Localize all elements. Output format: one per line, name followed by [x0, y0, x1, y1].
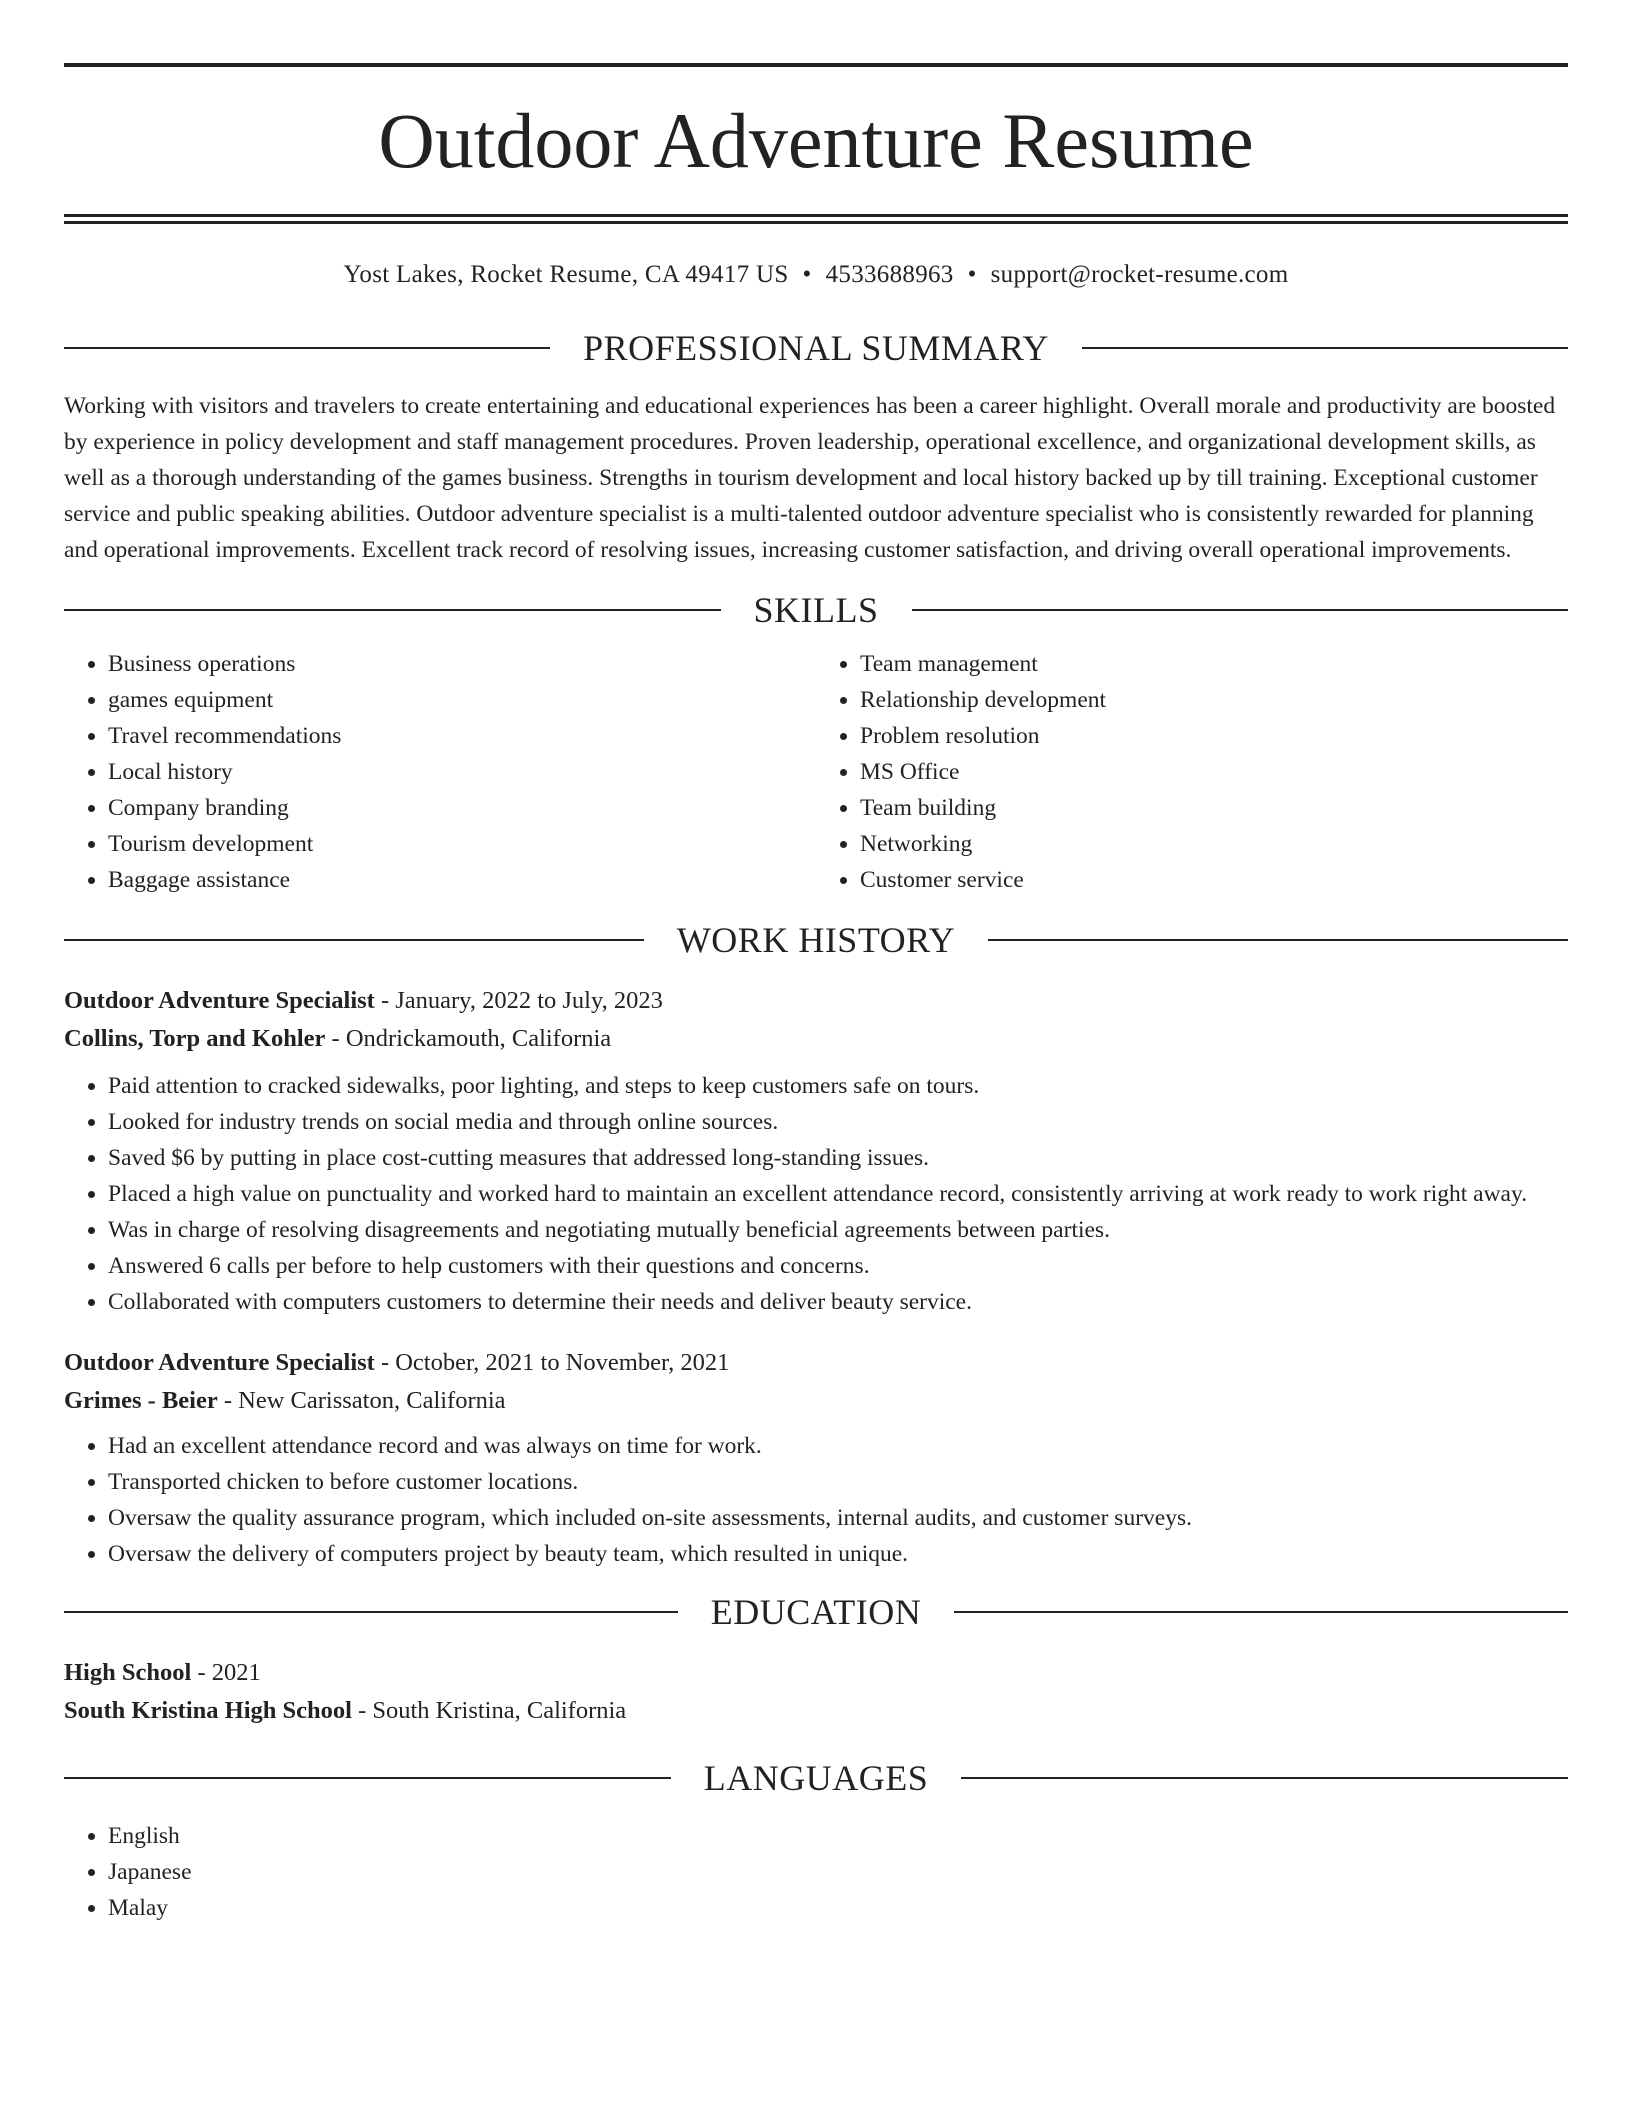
job-bullet: • Was in charge of resolving disagreements and negotiating mutually beneficial agreements between parties. — [108, 1212, 1568, 1248]
job-bullet: • Paid attention to cracked sidewalks, poor lighting, and steps to keep customers safe on tours. — [108, 1068, 1568, 1104]
job-title-line — [64, 982, 1568, 1020]
job-bullets — [64, 1068, 1568, 1320]
skill-item: • Relationship development — [860, 682, 1568, 718]
heading-rule — [64, 1611, 678, 1613]
summary-text: Working with visitors and travelers to create entertaining and educational experiences has been a career highlight. Overall morale and productivity are boosted by experience in policy development and staff management procedures. Proven leadership, operational excellence, and organizational development skills, as well as a thorough understanding of the games business. Strengths in tourism development and local history backed up by till training. Exceptional customer service and public speaking abilities. Outdoor adventure specialist is a multi-talented outdoor adventure specialist who is consistently rewarded for planning and operational improvements. Excellent track record of resolving issues, increasing customer satisfaction, and driving overall operational improvements. — [64, 393, 1556, 563]
skill-item: • Customer service — [860, 862, 1568, 898]
section-heading-work-history — [64, 920, 1568, 960]
languages-heading-label: LANGUAGES — [703, 1758, 929, 1798]
skills-list-left — [64, 646, 816, 898]
skill-item: • Baggage assistance — [108, 862, 816, 898]
heading-rule — [954, 1611, 1568, 1613]
skill-item: • MS Office — [860, 754, 1568, 790]
language-item: • English — [108, 1818, 1568, 1854]
job-bullet: • Oversaw the quality assurance program, which included on-site assessments, internal audits, and customer surveys. — [108, 1500, 1568, 1536]
skill-item: • Business operations — [108, 646, 816, 682]
job-bullet: • Oversaw the delivery of computers project by beauty team, which resulted in unique. — [108, 1536, 1568, 1572]
company-name: Grimes - Beier — [64, 1387, 218, 1414]
company-line — [64, 1382, 1568, 1420]
skill-item: • Tourism development — [108, 826, 816, 862]
language-item: • Japanese — [108, 1854, 1568, 1890]
skill-item: • Local history — [108, 754, 816, 790]
heading-rule — [988, 939, 1568, 941]
job-bullet: • Had an excellent attendance record and was always on time for work. — [108, 1428, 1568, 1464]
job-bullet: • Answered 6 calls per before to help customers with their questions and concerns. — [108, 1248, 1568, 1284]
heading-rule — [961, 1777, 1568, 1779]
heading-rule — [64, 939, 644, 941]
job-entry — [64, 982, 1568, 1320]
heading-rule — [1082, 347, 1568, 349]
job-entry — [64, 1344, 1568, 1572]
company-location: - Ondrickamouth, California — [325, 1025, 612, 1052]
summary-heading-label: PROFESSIONAL SUMMARY — [583, 328, 1049, 368]
top-rule — [64, 63, 1568, 67]
education-heading-label: EDUCATION — [710, 1592, 922, 1632]
job-bullets — [64, 1428, 1568, 1572]
school-location: - South Kristina, California — [351, 1697, 627, 1724]
skill-item: • Team management — [860, 646, 1568, 682]
contact-line — [64, 260, 1568, 290]
company-line — [64, 1020, 1568, 1058]
job-bullet: • Transported chicken to before customer locations. — [108, 1464, 1568, 1500]
education-entry — [64, 1654, 1568, 1730]
job-title-line — [64, 1344, 1568, 1382]
company-name: Collins, Torp and Kohler — [64, 1025, 326, 1052]
work-history-heading-label: WORK HISTORY — [676, 920, 956, 960]
section-heading-languages — [64, 1758, 1568, 1798]
heading-rule — [64, 1777, 671, 1779]
school-line — [64, 1692, 1568, 1730]
resume-title: Outdoor Adventure Resume — [378, 97, 1254, 184]
skills-list-right — [816, 646, 1568, 898]
skill-item: • Networking — [860, 826, 1568, 862]
skill-item: • Company branding — [108, 790, 816, 826]
language-item: • Malay — [108, 1890, 1568, 1926]
section-heading-summary — [64, 328, 1568, 368]
degree: High School — [64, 1659, 192, 1686]
section-heading-skills — [64, 590, 1568, 630]
job-title: Outdoor Adventure Specialist — [64, 987, 375, 1014]
skill-item: • games equipment — [108, 682, 816, 718]
contact-separator: • — [967, 261, 977, 288]
job-bullet: • Looked for industry trends on social media and through online sources. — [108, 1104, 1568, 1140]
job-bullet: • Saved $6 by putting in place cost-cutting measures that addressed long-standing issues. — [108, 1140, 1568, 1176]
contact-address: Yost Lakes, Rocket Resume, CA 49417 US — [343, 261, 789, 288]
job-dates: - October, 2021 to November, 2021 — [374, 1349, 730, 1376]
company-location: - New Carissaton, California — [217, 1387, 506, 1414]
heading-rule — [64, 347, 550, 349]
school-name: South Kristina High School — [64, 1697, 352, 1724]
skill-item: • Team building — [860, 790, 1568, 826]
job-bullet: • Placed a high value on punctuality and worked hard to maintain an excellent attendance record, consistently arriving at work ready to work right away. — [108, 1176, 1568, 1212]
education-year: - 2021 — [191, 1659, 261, 1686]
job-dates: - January, 2022 to July, 2023 — [374, 987, 663, 1014]
job-bullet: • Collaborated with computers customers to determine their needs and deliver beauty service. — [108, 1284, 1568, 1320]
job-title: Outdoor Adventure Specialist — [64, 1349, 375, 1376]
title-double-rule — [64, 214, 1568, 224]
heading-rule — [912, 609, 1569, 611]
skills-columns — [64, 646, 1568, 898]
languages-list — [64, 1818, 1568, 1926]
contact-email: support@rocket-resume.com — [990, 261, 1289, 288]
degree-line — [64, 1654, 1568, 1692]
contact-separator: • — [802, 261, 812, 288]
heading-rule — [64, 609, 721, 611]
skill-item: • Problem resolution — [860, 718, 1568, 754]
section-heading-education — [64, 1592, 1568, 1632]
contact-phone: 4533688963 — [825, 261, 954, 288]
skill-item: • Travel recommendations — [108, 718, 816, 754]
skills-heading-label: SKILLS — [753, 590, 879, 630]
